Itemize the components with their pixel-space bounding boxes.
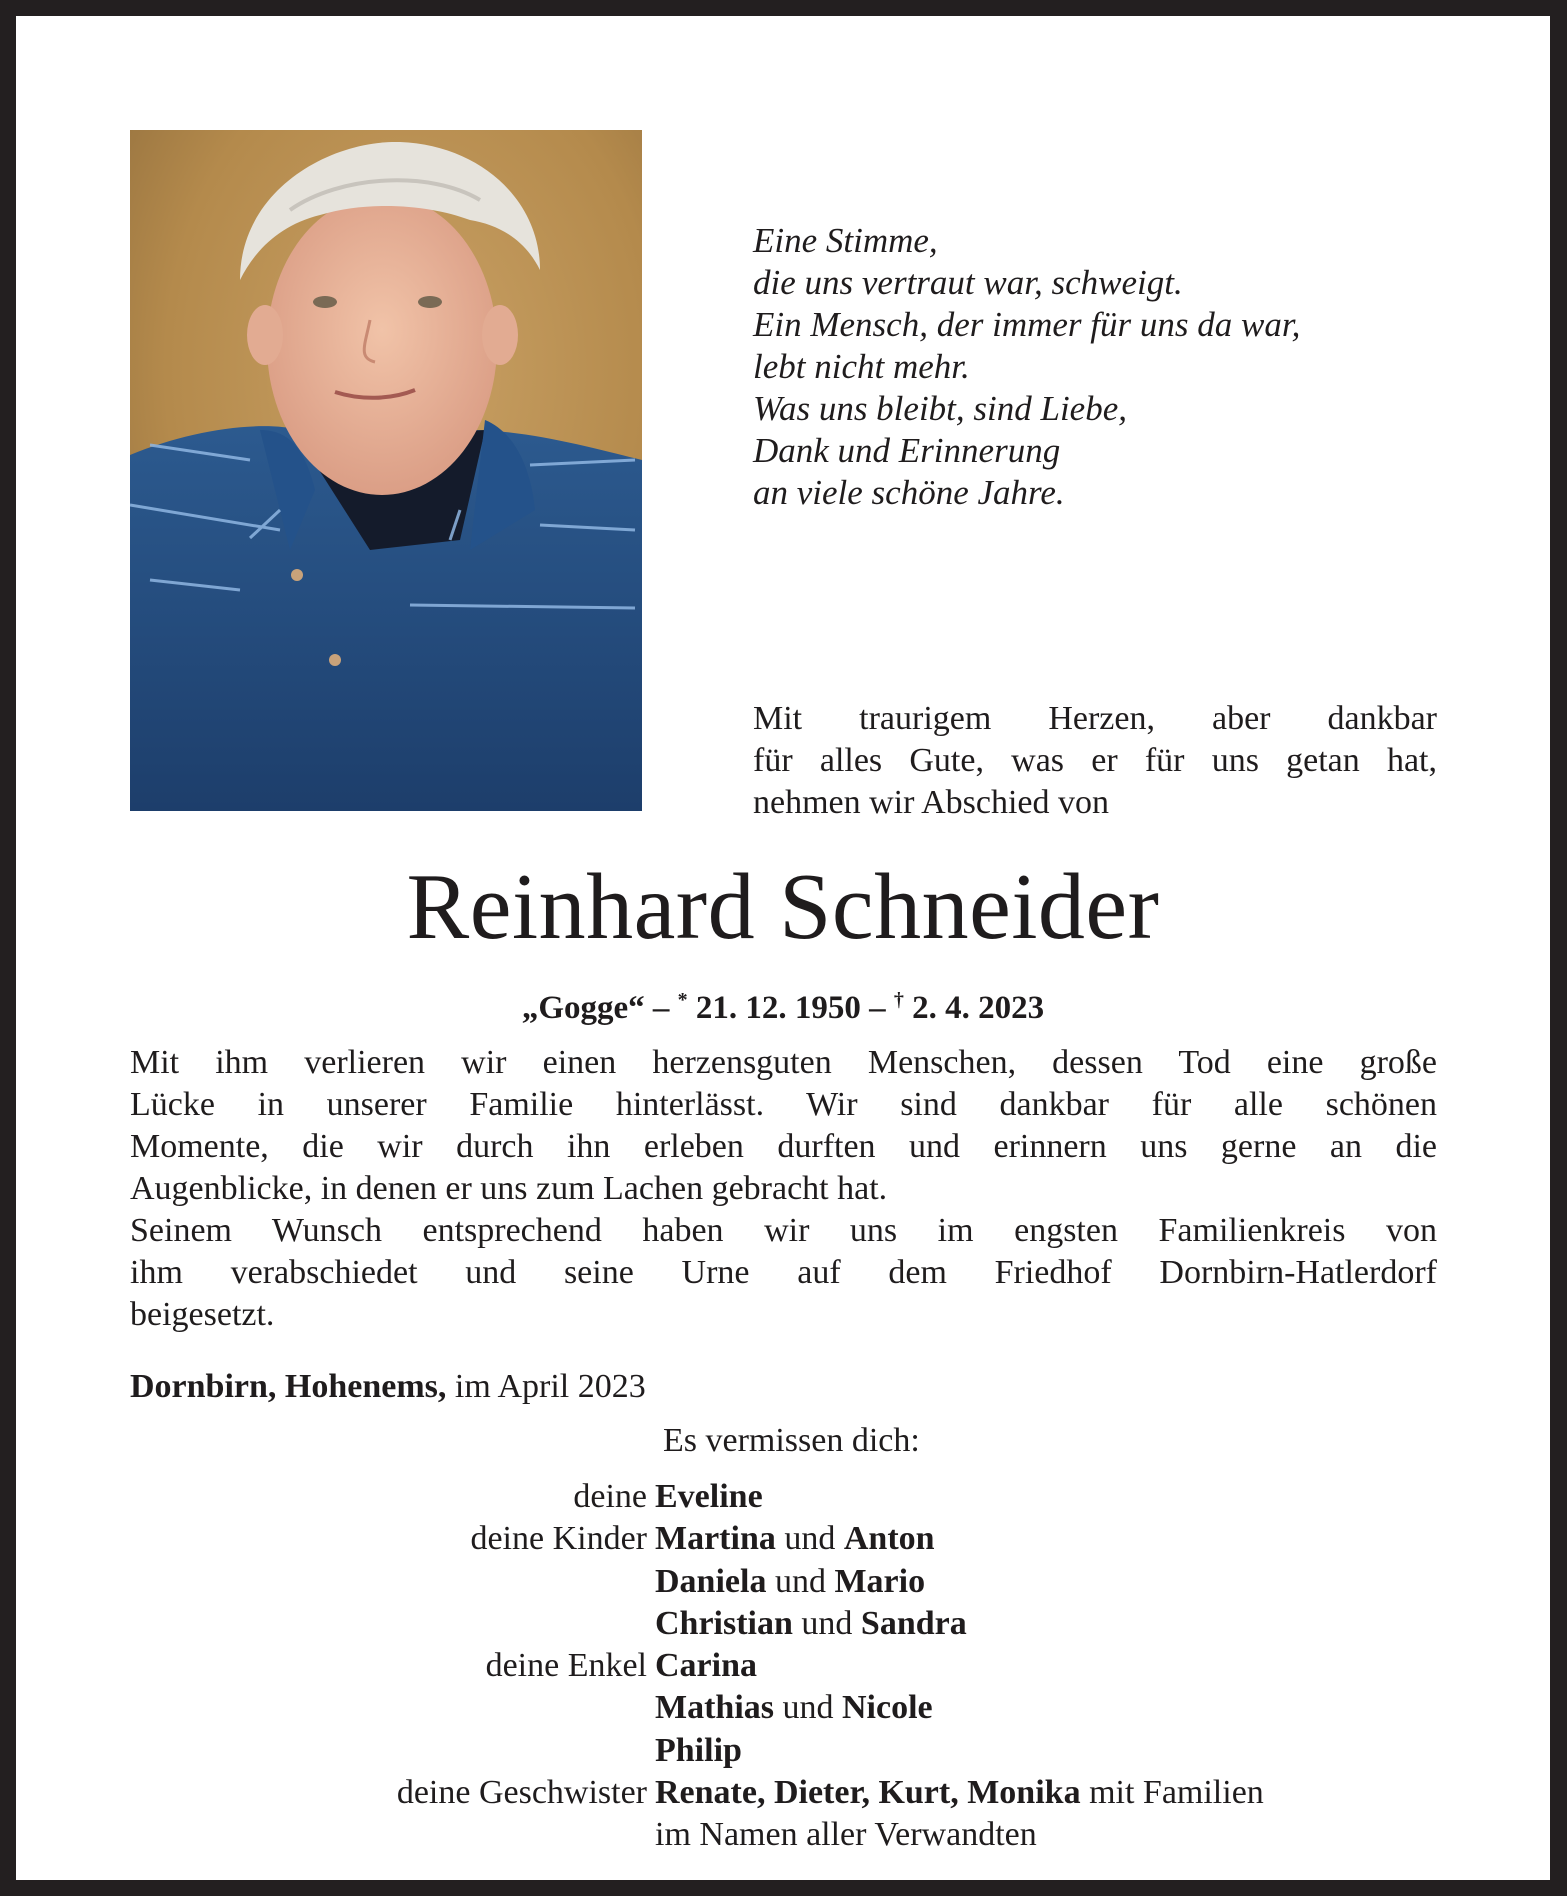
mourner-row xyxy=(16,1561,1550,1603)
mourner-name: Philip xyxy=(655,1731,742,1769)
obituary-notice xyxy=(16,16,1550,1880)
body-line: ihm verabschiedet und seine Urne auf dem Friedhof Dornbirn-Hatlerdorf xyxy=(130,1254,1437,1291)
relation-label xyxy=(16,1561,655,1603)
farewell-intro xyxy=(753,698,1437,824)
relation-names xyxy=(655,1645,757,1687)
poem-line: Dank und Erinnerung xyxy=(753,431,1061,470)
nickname: „Gogge“ xyxy=(521,990,645,1026)
poem-line: die uns vertraut war, schweigt. xyxy=(753,263,1183,302)
mourner-name: Renate, Dieter, Kurt, Monika xyxy=(655,1774,1081,1812)
places: Dornbirn, Hohenems, xyxy=(130,1368,447,1405)
relation-names xyxy=(655,1603,967,1645)
poem-line: Eine Stimme, xyxy=(753,221,938,260)
birth-star-icon: * xyxy=(677,989,688,1011)
relation-label: deine xyxy=(573,1478,647,1515)
relation-label xyxy=(16,1603,655,1645)
intro-line: für alles Gute, was er für uns getan hat, xyxy=(753,742,1437,779)
mourner-row xyxy=(16,1687,1550,1729)
relation-names xyxy=(655,1687,933,1729)
relation-label: deine Kinder xyxy=(470,1520,647,1558)
deceased-name: Reinhard Schneider xyxy=(406,855,1160,959)
relation-names xyxy=(655,1730,742,1772)
poem xyxy=(753,220,1300,514)
relation-label: deine Geschwister xyxy=(396,1774,647,1812)
mourner-note: im Namen aller Verwandten xyxy=(655,1816,1037,1854)
notice-date: im April 2023 xyxy=(446,1368,646,1405)
portrait-photo xyxy=(130,130,642,811)
mourner-row xyxy=(16,1645,1550,1687)
separator: – xyxy=(644,990,678,1026)
mourner-name: Daniela xyxy=(655,1562,767,1600)
intro-line: nehmen wir Abschied von xyxy=(753,784,1109,821)
separator: – xyxy=(860,990,894,1026)
relation-label: deine Enkel xyxy=(485,1647,647,1685)
mourner-row xyxy=(16,1603,1550,1645)
body-line: Lücke in unserer Familie hinterlässt. Wir sind dankbar für alle schönen xyxy=(130,1086,1437,1123)
mourner-name: Mathias xyxy=(655,1689,774,1727)
mourner-name: Eveline xyxy=(655,1478,763,1515)
mourners-list xyxy=(16,1476,1550,1857)
relation-names xyxy=(655,1561,925,1603)
body-line: beigesetzt. xyxy=(130,1296,275,1333)
mourner-conjunction: und xyxy=(792,1604,861,1642)
relation-label xyxy=(16,1730,655,1772)
mourner-name: Nicole xyxy=(842,1689,933,1727)
obituary-text xyxy=(130,1042,1437,1336)
relation-label xyxy=(16,1687,655,1729)
life-dates xyxy=(16,979,1550,1029)
poem-line: lebt nicht mehr. xyxy=(753,347,970,386)
mourner-name: Christian xyxy=(655,1604,793,1642)
body-line: Mit ihm verlieren wir einen herzensguten Menschen, dessen Tod eine große xyxy=(130,1044,1437,1081)
death-date: 2. 4. 2023 xyxy=(903,990,1045,1026)
poem-line: Ein Mensch, der immer für uns da war, xyxy=(753,305,1301,344)
mourner-row xyxy=(16,1814,1550,1856)
body-line: Augenblicke, in denen er uns zum Lachen gebracht hat. xyxy=(130,1170,888,1207)
relation-names xyxy=(655,1518,935,1560)
body-line: Momente, die wir durch ihn erleben durften und erinnern uns gerne an die xyxy=(130,1128,1437,1165)
mourner-note: mit Familien xyxy=(1080,1774,1264,1812)
mourner-name: Carina xyxy=(655,1647,757,1685)
poem-line: Was uns bleibt, sind Liebe, xyxy=(753,389,1127,428)
mourner-conjunction: und xyxy=(775,1520,844,1558)
portrait-image xyxy=(130,130,642,811)
mourner-name: Mario xyxy=(834,1562,926,1600)
mourner-row xyxy=(16,1476,1550,1518)
mourners-heading: Es vermissen dich: xyxy=(663,1422,920,1459)
mourner-name: Martina xyxy=(655,1520,776,1558)
place-and-date xyxy=(130,1366,646,1408)
body-line: Seinem Wunsch entsprechend haben wir uns im engsten Familienkreis von xyxy=(130,1212,1437,1249)
poem-line: an viele schöne Jahre. xyxy=(753,473,1065,512)
mourner-name: Anton xyxy=(843,1520,935,1558)
death-cross-icon: † xyxy=(893,989,904,1011)
mourner-name: Sandra xyxy=(860,1604,967,1642)
mourner-row xyxy=(16,1772,1550,1814)
relation-names xyxy=(655,1772,1264,1814)
relation-names xyxy=(655,1814,1037,1856)
mourner-row xyxy=(16,1518,1550,1560)
birth-date: 21. 12. 1950 xyxy=(687,990,861,1026)
relation-names xyxy=(655,1476,763,1518)
mourner-conjunction: und xyxy=(766,1562,835,1600)
mourner-row xyxy=(16,1730,1550,1772)
intro-line: Mit traurigem Herzen, aber dankbar xyxy=(753,700,1437,737)
mourner-conjunction: und xyxy=(774,1689,842,1727)
relation-label xyxy=(16,1814,655,1856)
